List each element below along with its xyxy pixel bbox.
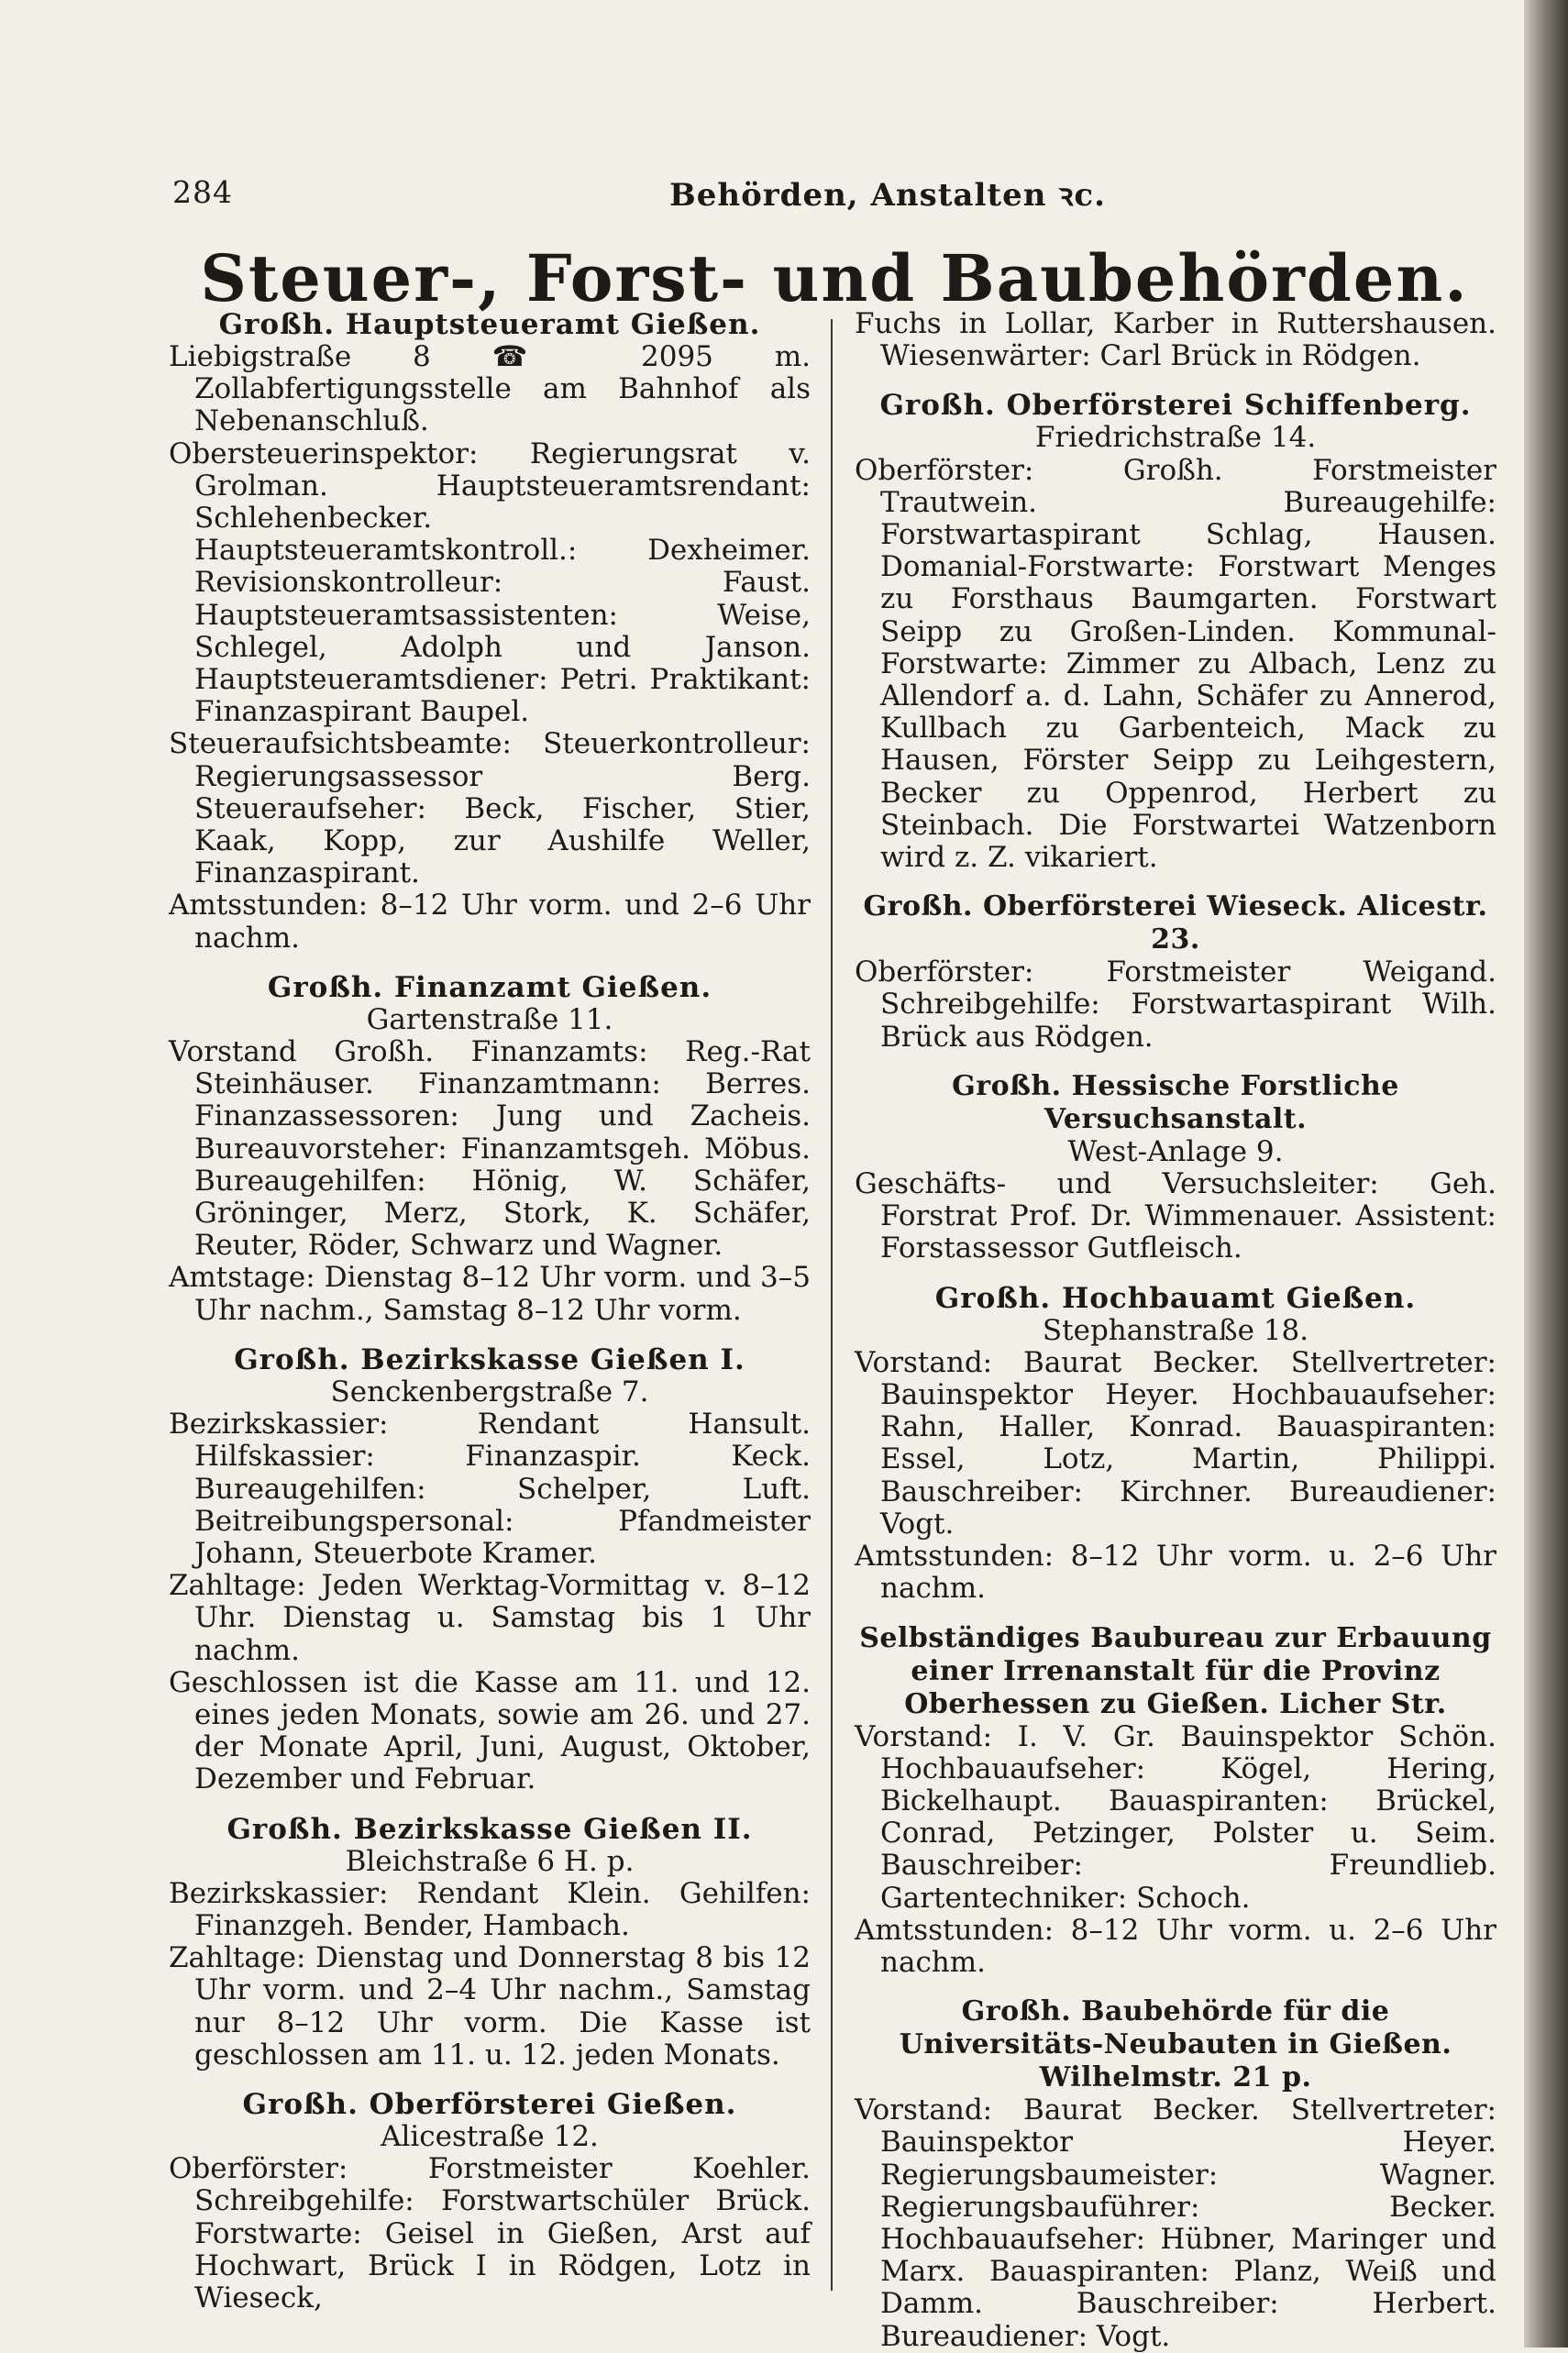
section-address: Senckenbergstraße 7. [330, 1375, 649, 1408]
section-finanzamt [169, 971, 811, 1327]
paragraph: Fuchs in Lollar, Karber in Ruttershausen. Wiesenwärter: Carl Brück in Rödgen. [855, 307, 1496, 373]
column-divider [831, 319, 833, 2291]
paragraph: Amtsstunden: 8–12 Uhr vorm. und 2–6 Uhr nachm. [169, 889, 811, 955]
section-heading: Großh. Hessische Forstliche Versuchsanstalt. [952, 1069, 1399, 1135]
page-number: 284 [172, 174, 233, 210]
section-hauptsteueramt [169, 308, 811, 955]
section-bezirkskasse-2 [169, 1813, 811, 2071]
section-address: Stephanstraße 18. [1042, 1313, 1309, 1347]
paragraph: Liebigstraße 8 ☎ 2095 m. Zollabfertigungsstelle am Bahnhof als Nebenanschluß. [169, 340, 811, 438]
section-heading: Selbständiges Baubureau zur Erbauung einer Irrenanstalt für die Provinz Oberhessen zu Gießen. Licher Str. [859, 1621, 1492, 1720]
section-heading: Großh. Oberförsterei Gießen. [242, 2087, 737, 2121]
page-title: Steuer-, Forst- und Baubehörden. [200, 240, 1469, 316]
paragraph: Oberförster: Forstmeister Koehler. Schreibgehilfe: Forstwartschüler Brück. Forstwarte: Geisel in Gießen, Arst auf Hochwart, Brück I in Rödgen, Lotz in Wieseck, [169, 2152, 811, 2314]
section-heading: Großh. Oberförsterei Wieseck. Alicestr. 23. [863, 890, 1488, 956]
section-hochbauamt [855, 1282, 1496, 1606]
paragraph: Vorstand: Baurat Becker. Stellvertreter: Bauinspektor Heyer. Hochbauaufseher: Rahn, Haller, Konrad. Bauaspiranten: Essel, Lotz, Martin, Philippi. Bauschreiber: Kirchner. Bureaudiener: Vogt. [855, 1345, 1496, 1541]
left-column [169, 308, 811, 2314]
section-universitaets-neubauten [855, 1995, 1496, 2353]
section-oberfoersterei-wieseck [855, 890, 1496, 1054]
paragraph: Bezirkskassier: Rendant Klein. Gehilfen: Finanzgeh. Bender, Hambach. [169, 1876, 811, 1942]
paragraph: Vorstand: I. V. Gr. Bauinspektor Schön. Hochbauaufseher: Kögel, Hering, Bickelhaupt. Bauaspiranten: Brückel, Conrad, Petzinger, Polster u. Seim. Bauschreiber: Freundlieb. Gartentechniker: Schoch. [855, 1719, 1496, 1915]
section-address: Friedrichstraße 14. [1034, 421, 1317, 455]
section-address: Bleichstraße 6 H. p. [345, 1844, 635, 1878]
section-forstliche-versuchsanstalt [855, 1070, 1496, 1265]
section-continuation [855, 308, 1496, 372]
paragraph: Geschlossen ist die Kasse am 11. und 12. eines jeden Monats, sowie am 26. und 27. der Monate April, Juni, August, Oktober, Dezember und Februar. [169, 1665, 811, 1796]
section-heading: Großh. Hochbauamt Gießen. [934, 1281, 1417, 1315]
paragraph: Vorstand: Baurat Becker. Stellvertreter: Bauinspektor Heyer. Regierungsbaumeister: Wagner. Regierungsbauführer: Becker. Hochbauaufseher: Hübner, Maringer und Marx. Bauaspiranten: Planz, Weiß und Damm. Bauschreiber: Herbert. Bureaudiener: Vogt. [855, 2093, 1496, 2353]
paragraph: Oberförster: Großh. Forstmeister Trautwein. Bureaugehilfe: Forstwartaspirant Schlag, Hausen. Domanial-Forstwarte: Forstwart Menges zu Forsthaus Baumgarten. Forstwart Seipp zu Großen-Linden. Kommunal-Forstwarte: Zimmer zu Albach, Lenz zu Allendorf a. d. Lahn, Schäfer zu Annerod, Kullbach zu Garbenteich, Mack zu Hausen, Förster Seipp zu Leihgestern, Becker zu Oppenrod, Herbert zu Steinbach. Die Forstwartei Watzenborn wird z. Z. vikariert. [855, 453, 1496, 875]
paragraph: Bezirkskassier: Rendant Hansult. Hilfskassier: Finanzaspir. Keck. Bureaugehilfen: Schelper, Luft. Beitreibungspersonal: Pfandmeister Johann, Steuerbote Kramer. [169, 1408, 811, 1570]
section-address: West-Anlage 9. [1067, 1134, 1284, 1168]
paragraph: Geschäfts- und Versuchsleiter: Geh. Forstrat Prof. Dr. Wimmenauer. Assistent: Forstassessor Gutfleisch. [855, 1167, 1496, 1265]
paragraph: Obersteuerinspektor: Regierungsrat v. Grolman. Hauptsteueramtsrendant: Schlehenbecker. Hauptsteueramtskontroll.: Dexheimer. Revisionskontrolleur: Faust. Hauptsteueramtsassistenten: Weise, Schlegel, Adolph und Janson. Hauptsteueramtsdiener: Petri. Praktikant: Finanzaspirant Baupel. [169, 436, 811, 729]
right-column [855, 308, 1496, 2353]
section-heading: Großh. Bezirkskasse Gießen II. [226, 1812, 753, 1846]
running-head: Behörden, Anstalten ꝛc. [669, 177, 1106, 214]
paragraph: Steueraufsichtsbeamte: Steuerkontrolleur: Regierungsassessor Berg. Steueraufseher: Beck, Fischer, Stier, Kaak, Kopp, zur Aushilfe Weller, Finanzaspirant. [169, 727, 811, 890]
paragraph: Amtsstunden: 8–12 Uhr vorm. u. 2–6 Uhr nachm. [855, 1913, 1496, 1979]
paragraph: Vorstand Großh. Finanzamts: Reg.-Rat Steinhäuser. Finanzamtmann: Berres. Finanzassessoren: Jung und Zacheis. Bureauvorsteher: Finanzamtsgeh. Möbus. Bureaugehilfen: Hönig, W. Schäfer, Gröninger, Merz, Stork, K. Schäfer, Reuter, Röder, Schwarz und Wagner. [169, 1035, 811, 1263]
section-oberfoersterei-schiffenberg [855, 389, 1496, 874]
paragraph: Zahltage: Dienstag und Donnerstag 8 bis 12 Uhr vorm. und 2–4 Uhr nachm., Samstag nur 8–12 Uhr vorm. Die Kasse ist geschlossen am 11. u. 12. jeden Monats. [169, 1941, 811, 2071]
paragraph: Amtsstunden: 8–12 Uhr vorm. u. 2–6 Uhr nachm. [855, 1540, 1496, 1606]
section-heading: Großh. Oberförsterei Schiffenberg. [879, 389, 1472, 423]
section-address: Gartenstraße 11. [366, 1002, 613, 1036]
section-oberfoersterei-giessen [169, 2088, 811, 2314]
section-heading: Großh. Hauptsteueramt Gießen. [218, 308, 761, 341]
section-address: Alicestraße 12. [381, 2119, 599, 2153]
paragraph: Zahltage: Jeden Werktag-Vormittag v. 8–12 Uhr. Dienstag u. Samstag bis 1 Uhr nachm. [169, 1569, 811, 1667]
section-baubureau-irrenanstalt [855, 1622, 1496, 1980]
page-edge-shadow [1524, 0, 1568, 2347]
paragraph: Amtstage: Dienstag 8–12 Uhr vorm. und 3–5 Uhr nachm., Samstag 8–12 Uhr vorm. [169, 1261, 811, 1327]
paragraph: Oberförster: Forstmeister Weigand. Schreibgehilfe: Forstwartaspirant Wilh. Brück aus Rödgen. [855, 956, 1496, 1054]
section-heading: Großh. Finanzamt Gießen. [267, 970, 712, 1004]
section-heading: Großh. Baubehörde für die Universitäts-Neubauten in Gießen. Wilhelmstr. 21 p. [899, 1995, 1452, 2094]
section-bezirkskasse-1 [169, 1343, 811, 1796]
section-heading: Großh. Bezirkskasse Gießen I. [234, 1342, 745, 1376]
